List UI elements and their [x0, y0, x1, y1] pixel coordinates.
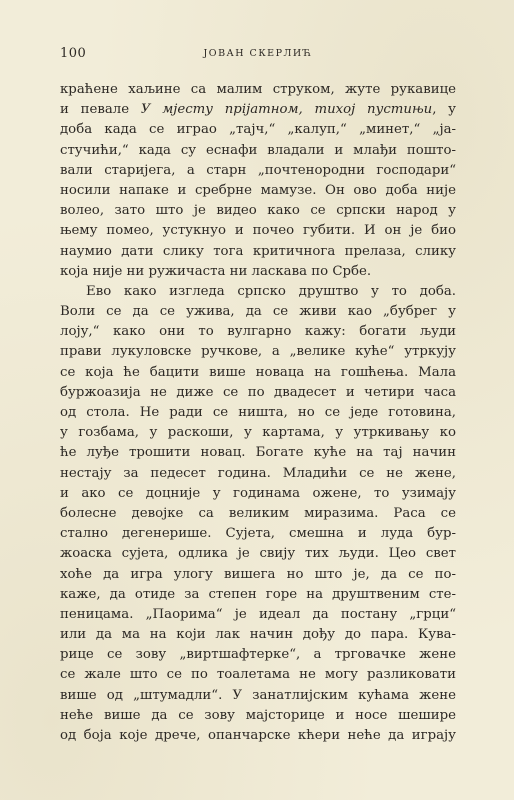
text-line: [60, 726, 456, 746]
text-line: [60, 605, 456, 625]
text-line: [60, 201, 456, 221]
text-line: [60, 403, 456, 423]
line-text: и певале: [60, 102, 141, 118]
text-line: [60, 464, 456, 484]
text-line: [60, 524, 456, 544]
text-line: [60, 686, 456, 706]
line-text: волео, зато што је видео како се српски народ у: [60, 203, 456, 219]
text-line: [60, 342, 456, 362]
text-line: [60, 665, 456, 685]
line-text: жоаска сујета, одлика је свију тих људи. Цео свет: [60, 546, 456, 562]
text-line: [60, 80, 456, 100]
text-line: [60, 100, 456, 120]
line-text: наумио дати слику тога критичнога прелаза, слику: [60, 243, 456, 259]
line-text: од боја које дрече, опанчарске кћери неће да играју: [60, 728, 456, 743]
line-text: краћене хаљине са малим струком, жуте рукавице: [60, 82, 456, 97]
line-text: Ево како изгледа српско друштво у то доба.: [86, 283, 456, 299]
text-line: [60, 120, 456, 140]
line-text: од стола. Не ради се ништа, но се једе готовина,: [60, 405, 456, 420]
line-text: буржоазија не диже се по двадесет и четири часа: [60, 384, 456, 400]
italic-quote: У мјесту прijатном, тихој пустињи: [140, 102, 433, 118]
page-number: 100: [60, 46, 87, 61]
text-line: [60, 322, 456, 342]
text-line: [60, 443, 456, 463]
line-text: каже, да отиде за степен горе на друштвеним сте-: [60, 586, 456, 602]
text-line: [60, 161, 456, 181]
line-text: пеницама. „Паорима“ је идеал да постану „грци“: [60, 606, 456, 622]
text-line: [60, 242, 456, 262]
line-text: стучићи,“ када су еснафи владали и млађи пошто-: [60, 142, 456, 158]
text-line: [60, 181, 456, 201]
line-text: болесне девојке са великим миразима. Раса се: [60, 505, 456, 521]
line-text: и ако се доцније у годинама ожене, то узимају: [60, 485, 456, 501]
line-text: ће луђе трошити новац. Богате куће на тај начин: [60, 445, 456, 461]
line-text: или да ма на који лак начин дођу до пара. Кува-: [60, 627, 456, 643]
text-line: [60, 262, 456, 282]
line-text: нестају за педесет година. Младићи се не жене,: [60, 465, 456, 481]
running-head: [60, 46, 456, 62]
line-text: се жале што се по тоалетама не могу разликовати: [60, 667, 456, 683]
text-line: [60, 141, 456, 161]
line-text: рице се зову „виртшафтерке“, а трговачке жене: [60, 647, 456, 663]
line-text: хоће да игра улогу вишега но што је, да се по-: [60, 566, 456, 582]
text-line: [60, 706, 456, 726]
line-text: вали старијега, а старн „почтенородни господари“: [60, 162, 456, 178]
line-text: која није ни ружичаста ни ласкава по Србе.: [60, 263, 372, 279]
line-text: носили напаке и сребрне мамузе. Он ово доба није: [60, 182, 456, 198]
text-line: [60, 544, 456, 564]
line-text: лоју,“ како они то вулгарно кажу: богати људи: [60, 324, 456, 340]
line-text: доба када се играо „тајч,“ „калуп,“ „минет,“ „ја-: [60, 122, 456, 138]
text-line: [60, 565, 456, 585]
line-text: њему помео, устукнуо и почео губити. И он је био: [60, 223, 456, 239]
text-line: [60, 363, 456, 383]
running-title: ЈОВАН СКЕРЛИЋ: [203, 48, 313, 59]
text-line: [60, 302, 456, 322]
text-line: [60, 282, 456, 302]
line-text: стално дегенерише. Сујета, смешна и луда бур-: [60, 526, 456, 542]
line-text: прави лукуловске ручкове, а „велике куће“ утркују: [60, 344, 456, 360]
line-text: више од „штумадли“. У занатлијским кућама жене: [60, 687, 456, 703]
text-line: [60, 585, 456, 605]
line-text: неће више да се зову мајсторице и носе шешире: [60, 707, 456, 723]
text-line: [60, 423, 456, 443]
line-text-after: , у: [432, 102, 456, 118]
text-line: [60, 504, 456, 524]
text-line: [60, 221, 456, 241]
line-text: Воли се да се ужива, да се живи као „бубрег у: [60, 304, 456, 320]
text-line: [60, 383, 456, 403]
line-text: у гозбама, у раскоши, у картама, у утркивању ко: [60, 425, 456, 441]
body-text: [60, 80, 456, 746]
text-line: [60, 625, 456, 645]
line-text: се која ће бацити више новаца на гошћења. Мала: [60, 364, 456, 380]
text-line: [60, 645, 456, 665]
text-line: [60, 484, 456, 504]
